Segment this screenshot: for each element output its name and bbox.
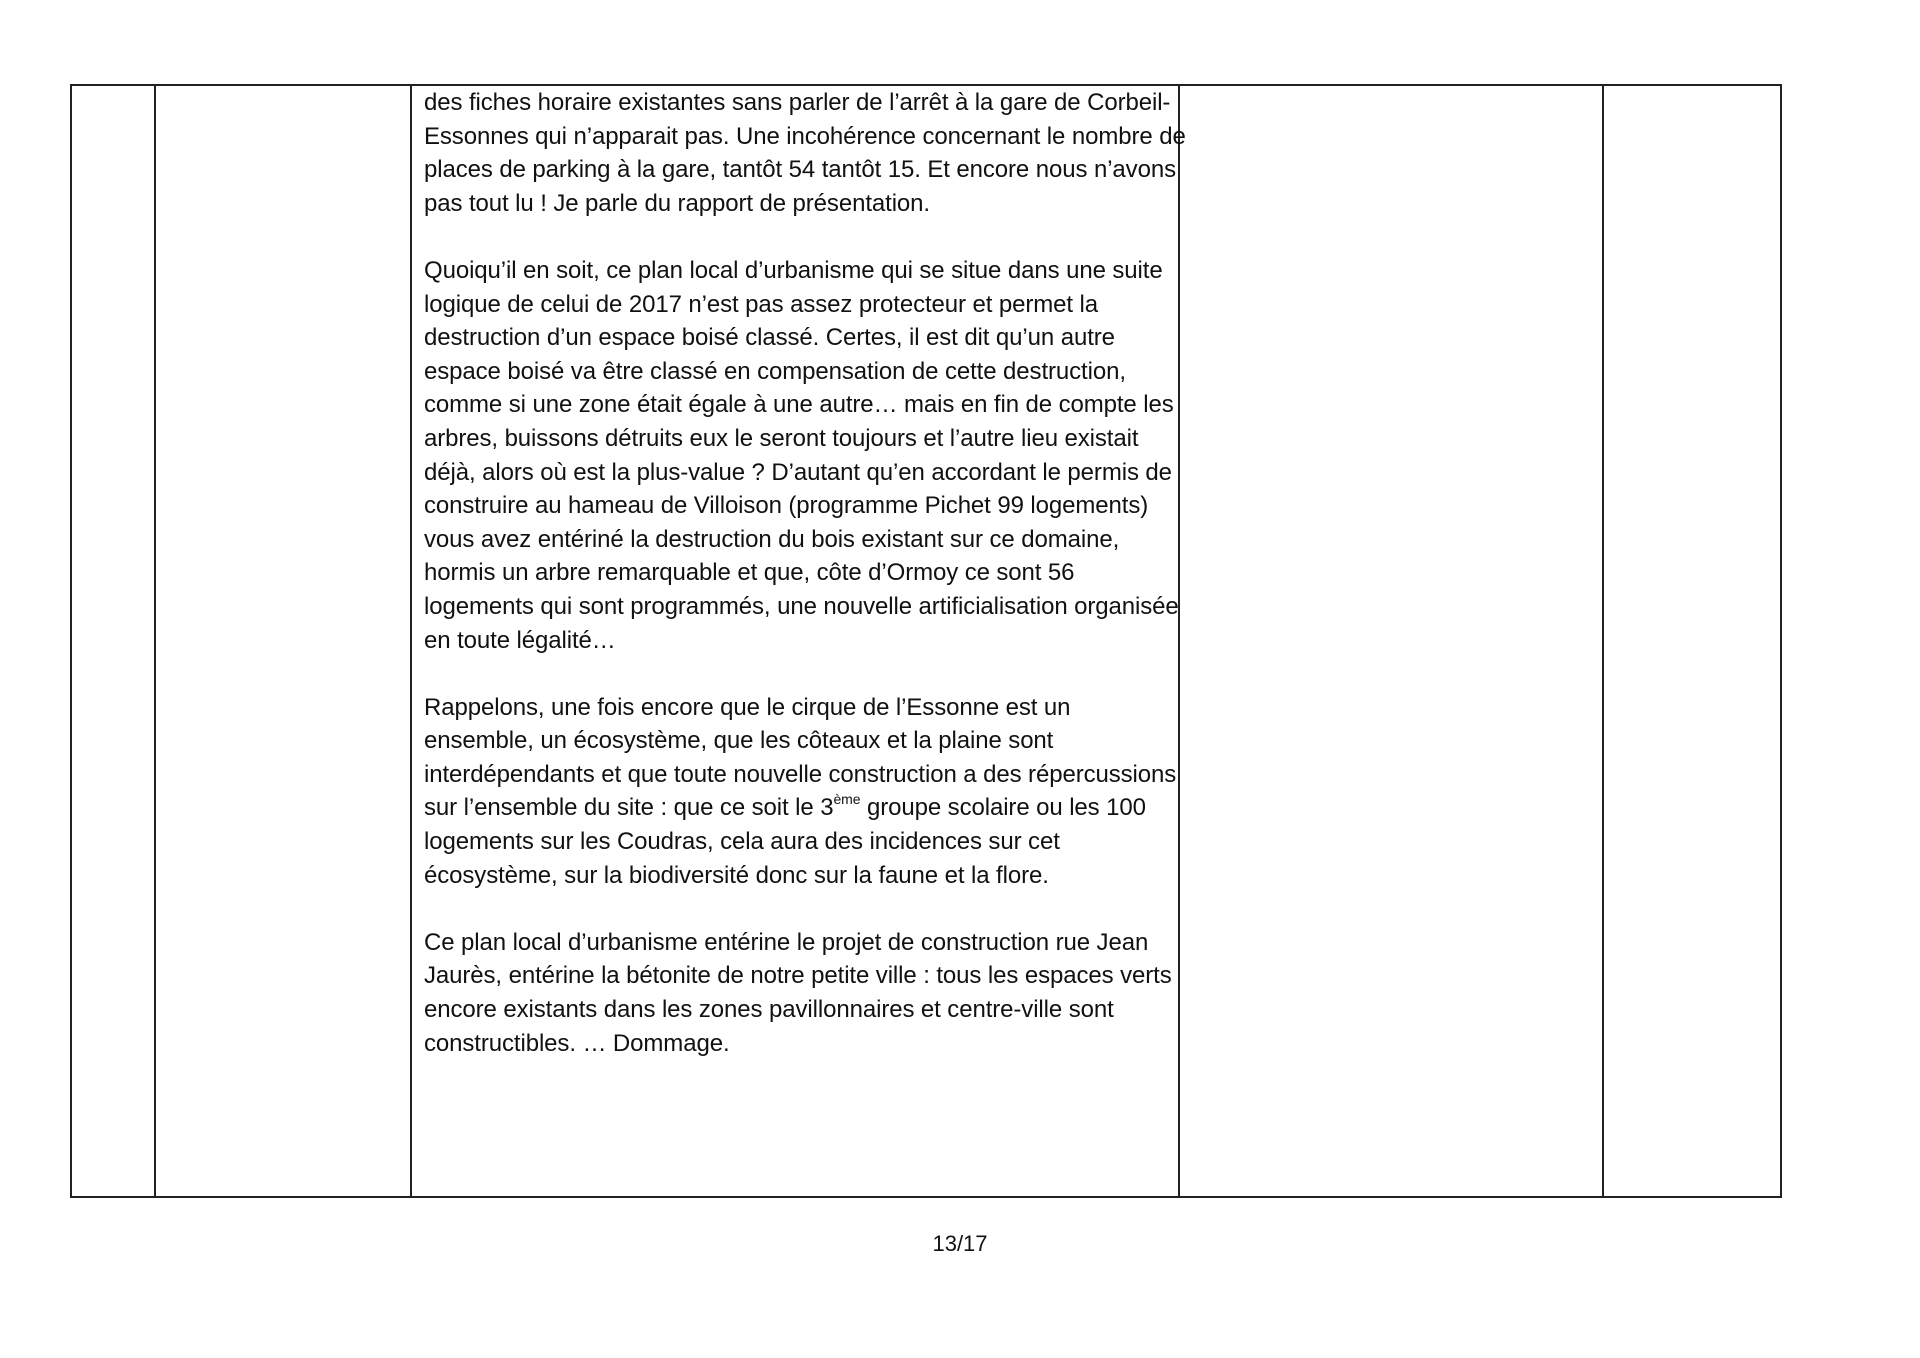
comments-table bbox=[70, 84, 1782, 1198]
table-column-divider bbox=[1602, 86, 1604, 1196]
table-column-divider bbox=[154, 86, 156, 1196]
paragraph-3 bbox=[424, 691, 1186, 893]
paragraph-3-after: groupe scolaire ou les 100 logements sur les Coudras, cela aura des incidences sur cet écosystème, sur la biodiversité donc sur la faune et la flore. bbox=[424, 794, 1146, 889]
ordinal-superscript: ème bbox=[833, 791, 861, 808]
table-column-divider bbox=[410, 86, 412, 1196]
paragraph-1: des fiches horaire existantes sans parler de l’arrêt à la gare de Corbeil-Essonnes qui n’apparait pas. Une incohérence concernant le nombre de places de parking à la gare, tantôt 54 tantôt 15. Et encore nous n’avons pas tout lu ! Je parle du rapport de présentation. bbox=[424, 89, 1186, 217]
page-number: 13/17 bbox=[932, 1231, 988, 1256]
paragraph-4: Ce plan local d’urbanisme entérine le projet de construction rue Jean Jaurès, entérine la bétonite de notre petite ville : tous les espaces verts encore existants dans les zones pavillonnaires et centre-ville sont constructibles. … Dommage. bbox=[424, 928, 1172, 1057]
observation-cell bbox=[424, 86, 1186, 1060]
paragraph-2: Quoiqu’il en soit, ce plan local d’urbanisme qui se situe dans une suite logique de celui de 2017 n’est pas assez protecteur et permet la destruction d’un espace boisé classé. Certes, il est dit qu’un autre espace boisé va être classé en compensation de cette destruction, comme si une zone était égale à une autre… mais en fin de compte les arbres, buissons détruits eux le seront toujours et l’autre lieu existait déjà, alors où est la plus-value ? D’autant qu’en accordant le permis de construire au hameau de Villoison (programme Pichet 99 logements) vous avez entériné la destruction du bois existant sur ce domaine, hormis un arbre remarquable et que, côte d’Ormoy ce sont 56 logements qui sont programmés, une nouvelle artificialisation organisée en toute légalité… bbox=[424, 256, 1179, 654]
paragraph-3-before: Rappelons, une fois encore que le cirque de l’Essonne est un ensemble, un écosystème, que les côteaux et la plaine sont interdépendants et que toute nouvelle construction a des répercussions sur l’ensemble du site : que ce soit le 3 bbox=[424, 693, 1177, 822]
